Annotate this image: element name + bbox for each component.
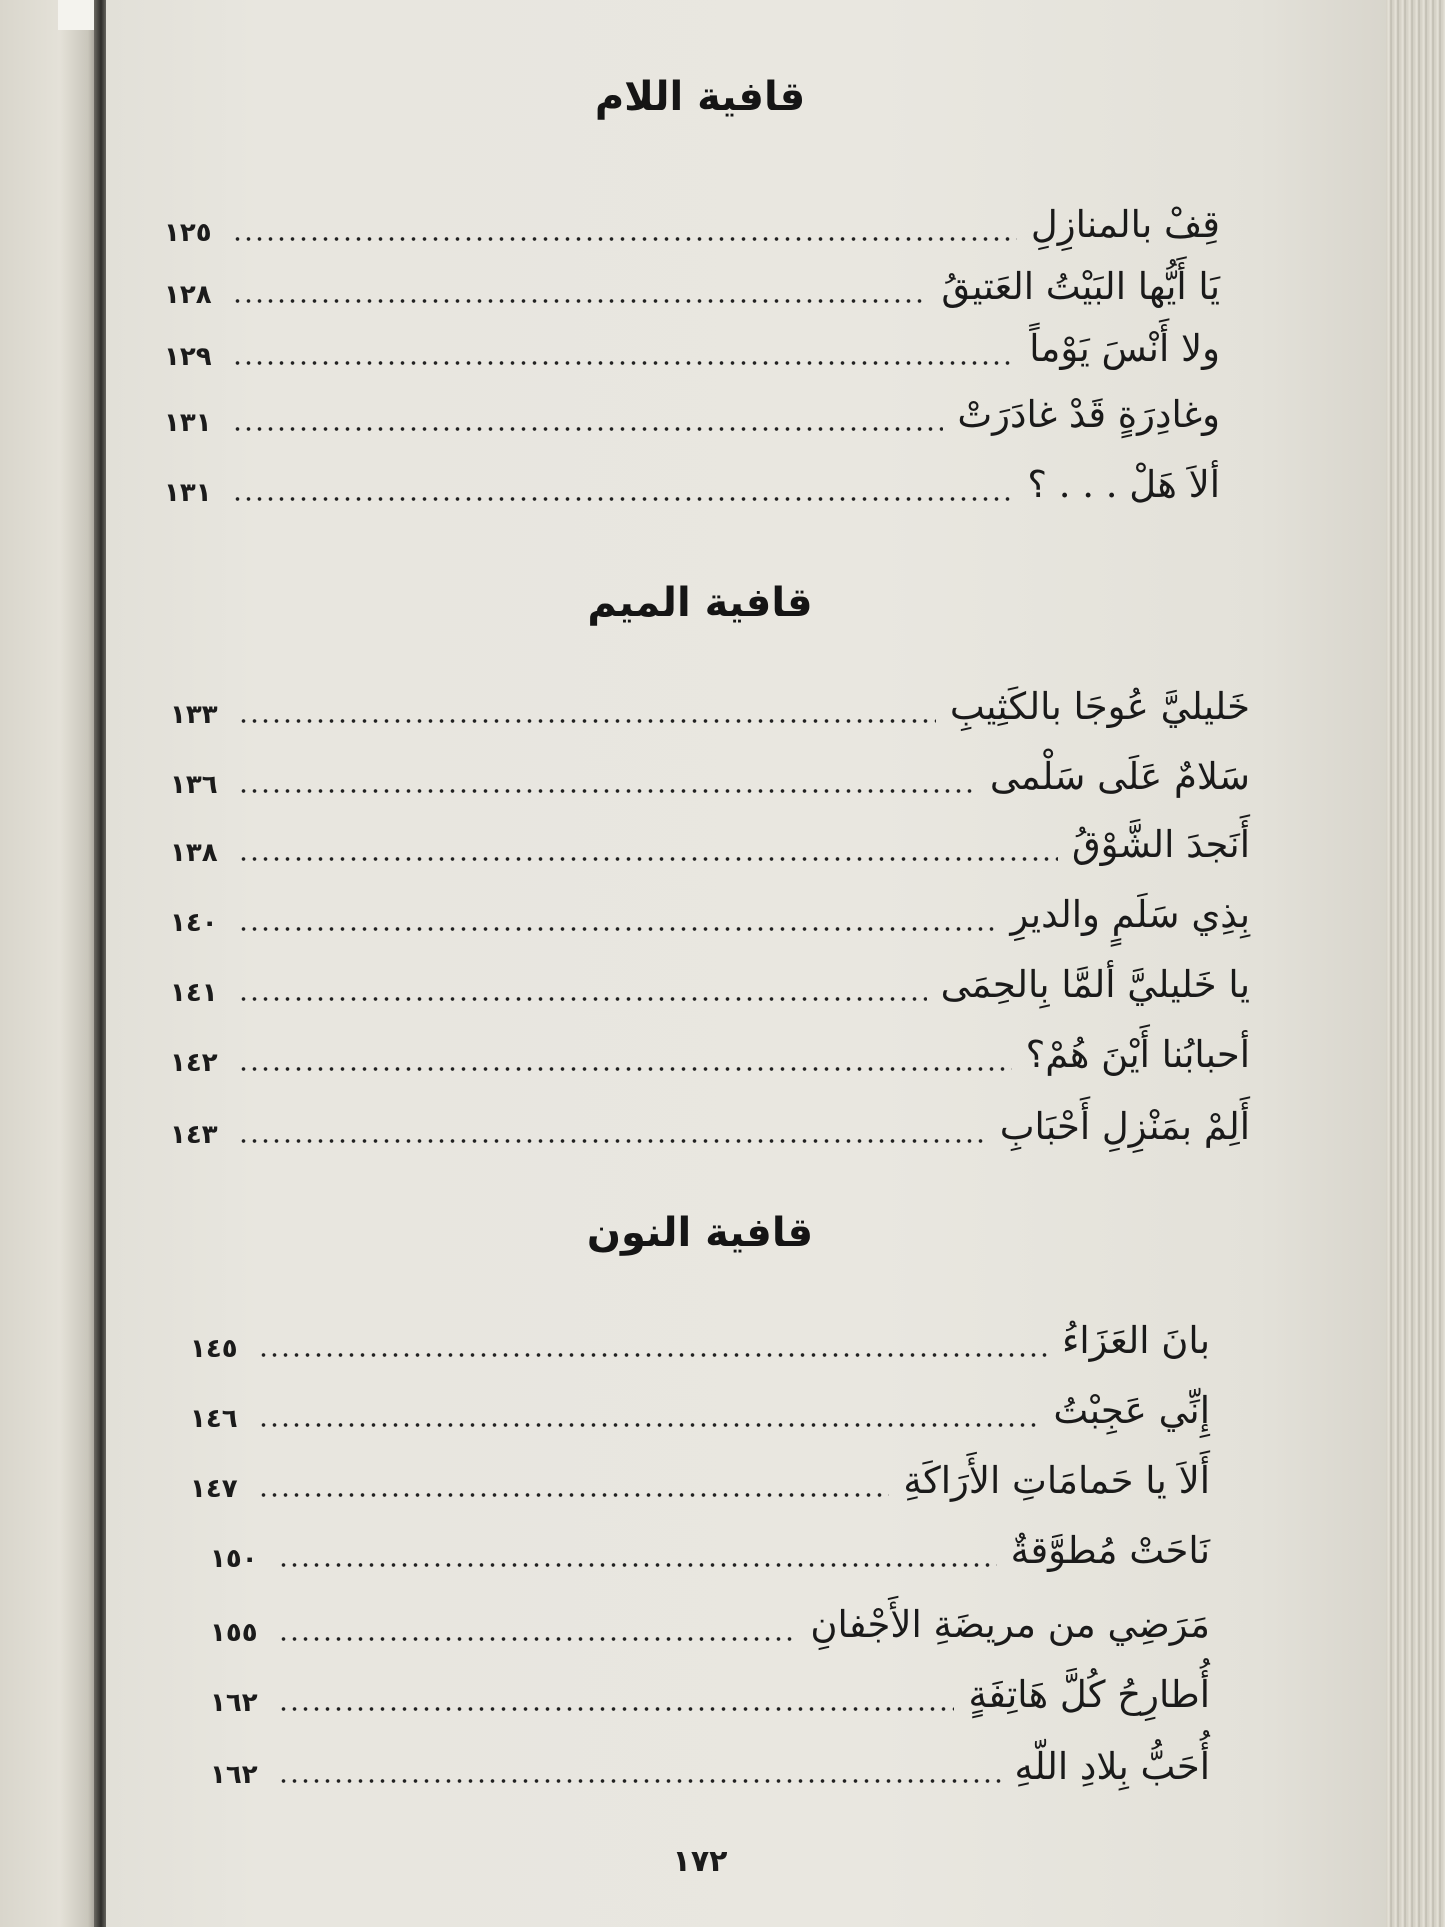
entry-page: ١٤٦ xyxy=(190,1404,238,1434)
dot-leader xyxy=(238,1138,986,1144)
entry-title: أُطارِحُ كُلَّ هَاتِفَةٍ xyxy=(968,1673,1210,1717)
entry-page: ١٣٨ xyxy=(170,838,218,868)
toc-entry[interactable] xyxy=(170,946,1250,1006)
dot-leader xyxy=(278,1636,796,1642)
entry-page: ١٤٢ xyxy=(170,1048,218,1078)
entry-page: ١٣٣ xyxy=(170,700,218,730)
entry-page: ١٤٠ xyxy=(170,908,218,938)
entry-title: إِنِّي عَجِبْتُ xyxy=(1053,1389,1210,1433)
entry-page: ١٤٧ xyxy=(190,1474,238,1504)
toc-entry[interactable] xyxy=(170,876,1250,936)
entry-title: ألاَ هَلْ . . . ؟ xyxy=(1027,463,1220,507)
entry-page: ١٢٥ xyxy=(164,218,212,248)
entry-page: ١٤١ xyxy=(170,978,218,1008)
toc-entry[interactable] xyxy=(164,248,1220,308)
toc-entry[interactable] xyxy=(170,806,1250,866)
dot-leader xyxy=(238,856,1058,862)
entry-title: خَليليَّ عُوجَا بالكَثِيبِ xyxy=(949,685,1250,729)
entry-title: بانَ العَزَاءُ xyxy=(1062,1319,1210,1363)
entry-page: ١٦٢ xyxy=(210,1760,258,1790)
toc-entry[interactable] xyxy=(210,1656,1210,1716)
entry-page: ١٥٠ xyxy=(210,1544,258,1574)
toc-entry[interactable] xyxy=(210,1512,1210,1572)
entry-title: أَلِمْ بمَنْزِلِ أَحْبَابِ xyxy=(999,1105,1250,1149)
page-edges xyxy=(1386,0,1445,1927)
dot-leader xyxy=(232,496,1013,502)
dot-leader xyxy=(258,1352,1048,1358)
toc-entry[interactable] xyxy=(164,310,1220,370)
entry-page: ١٤٥ xyxy=(190,1334,238,1364)
entry-title: أُحَبُّ بِلادِ اللّهِ xyxy=(1014,1745,1210,1789)
toc-entry[interactable] xyxy=(170,1016,1250,1076)
section-title-nun: قافية النون xyxy=(586,1210,814,1256)
entry-title: يا خَليليَّ ألمَّا بِالحِمَى xyxy=(940,963,1250,1007)
toc-entry[interactable] xyxy=(170,738,1250,798)
dot-leader xyxy=(232,298,927,304)
entry-page: ١٣٦ xyxy=(170,770,218,800)
dot-leader xyxy=(238,718,936,724)
entry-title: بِذِي سَلَمٍ والديرِ xyxy=(1010,893,1250,937)
dot-leader xyxy=(238,1066,1012,1072)
dot-leader xyxy=(278,1706,954,1712)
entry-page: ١٣١ xyxy=(164,408,212,438)
entry-title: أَلاَ يا حَمامَاتِ الأَرَاكَةِ xyxy=(903,1459,1210,1503)
entry-title: سَلامٌ عَلَى سَلْمى xyxy=(989,755,1250,799)
entry-page: ١٥٥ xyxy=(210,1618,258,1648)
entry-page: ١٢٨ xyxy=(164,280,212,310)
toc-entry[interactable] xyxy=(190,1302,1210,1362)
toc-entry[interactable] xyxy=(164,376,1220,436)
facing-page-edge xyxy=(0,0,100,1927)
entry-title: أحبابُنا أَيْنَ هُمْ؟ xyxy=(1025,1033,1250,1077)
entry-title: ولا أَنْسَ يَوْماً xyxy=(1029,327,1220,371)
toc-entry[interactable] xyxy=(210,1728,1210,1788)
entry-page: ١٢٩ xyxy=(164,342,212,372)
section-title-mim: قافية الميم xyxy=(587,580,813,626)
entry-title: مَرَضِي من مريضَةِ الأَجْفانِ xyxy=(810,1603,1210,1647)
toc-entry[interactable] xyxy=(210,1586,1210,1646)
table-of-contents xyxy=(150,0,1250,1900)
dot-leader xyxy=(232,360,1015,366)
dot-leader xyxy=(278,1562,997,1568)
dot-leader xyxy=(258,1492,889,1498)
dot-leader xyxy=(232,236,1017,242)
page-number: ١٧٢ xyxy=(672,1844,728,1879)
dot-leader xyxy=(258,1422,1039,1428)
entry-page: ١٣١ xyxy=(164,478,212,508)
entry-title: يَا أَيُّها البَيْتُ العَتيقُ xyxy=(941,265,1220,309)
toc-entry[interactable] xyxy=(190,1442,1210,1502)
dot-leader xyxy=(278,1778,1001,1784)
toc-entry[interactable] xyxy=(190,1372,1210,1432)
toc-entry[interactable] xyxy=(164,446,1220,506)
dot-leader xyxy=(232,426,943,432)
toc-entry[interactable] xyxy=(164,186,1220,246)
entry-title: نَاحَتْ مُطوَّقةٌ xyxy=(1010,1529,1210,1573)
entry-title: قِفْ بالمنازِلِ xyxy=(1030,203,1220,247)
entry-title: وغادِرَةٍ قَدْ غادَرَتْ xyxy=(957,393,1220,437)
dot-leader xyxy=(238,996,927,1002)
dot-leader xyxy=(238,788,976,794)
toc-entry[interactable] xyxy=(170,1088,1250,1148)
entry-page: ١٦٢ xyxy=(210,1688,258,1718)
dot-leader xyxy=(238,926,996,932)
entry-page: ١٤٣ xyxy=(170,1120,218,1150)
section-title-lam: قافية اللام xyxy=(594,74,806,120)
toc-entry[interactable] xyxy=(170,668,1250,728)
entry-title: أَنَجدَ الشَّوْقُ xyxy=(1071,823,1250,867)
